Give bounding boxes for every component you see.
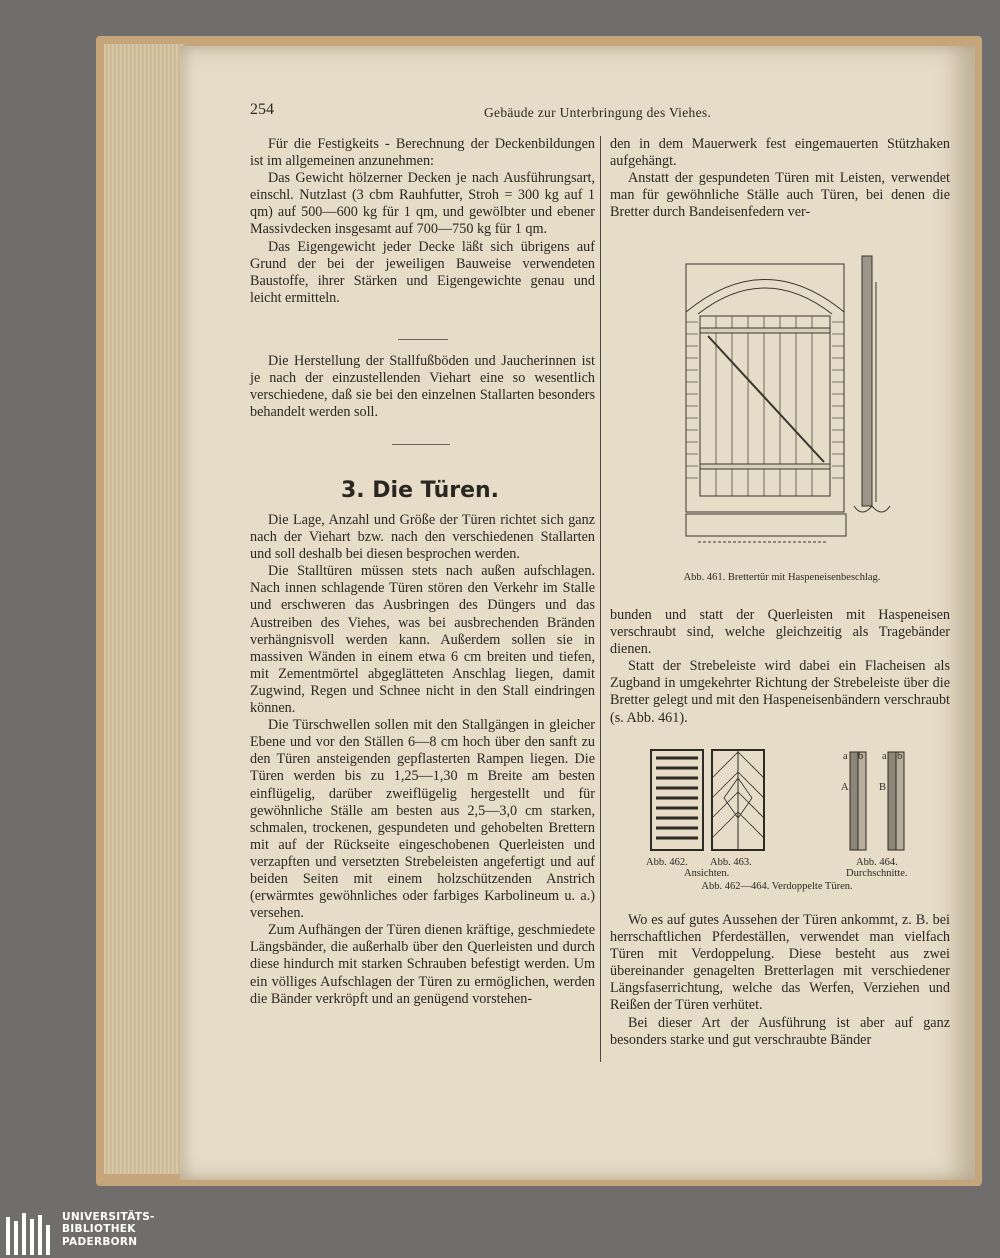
separator-rule [398,339,448,340]
column-divider [600,136,601,1062]
right-paragraph-6: Bei dieser Art der Ausführung ist aber auf ganz besonders starke und gut verschraubte Bänder [610,1014,950,1048]
figure-462-label: Abb. 462. [646,857,688,868]
left-stall-block [250,353,595,421]
label-a-1: a [843,751,848,762]
figure-463-label: Abb. 463. [710,857,752,868]
figure-461-caption: Abb. 461. Brettertür mit Haspeneisenbeschlag. [683,572,881,583]
page-edges [104,44,184,1174]
label-b-1: b [858,751,864,762]
label-A: A [841,782,849,793]
library-name-line-1: UNIVERSITÄTS- [62,1211,155,1223]
section-heading: 3. Die Türen. [340,478,500,503]
figure-464-label: Abb. 464. [856,857,898,868]
right-top-block [610,136,950,221]
right-paragraph-3: bunden und statt der Querleisten mit Haspeneisen verschraubt sind, welche gleichzeitig als Tragebänder dienen. [610,607,950,658]
right-top-paragraph: den in dem Mauerwerk fest eingemauerten Stützhaken aufgehängt. [610,136,950,170]
figure-461-door-drawing [678,252,898,562]
intro-paragraph-1: Für die Festigkeits - Berechnung der Deckenbildungen ist im allgemeinen anzunehmen: [250,136,595,170]
right-paragraph-5: Wo es auf gutes Aussehen der Türen ankommt, z. B. bei herrschaftlichen Pferdeställen, verwendet man vielfach Türen mit Verdoppelung. Diese besteht aus zwei übereinander genagelten Bretterlagen mit verschiedener Längsfaserrichtung, welche das Werfen, Verziehen und Reißen der Türen verhütet. [610,912,950,1014]
library-name-line-2: BIBLIOTHEK [62,1223,136,1236]
separator-rule [392,444,450,445]
left-intro [250,136,595,307]
figure-464-subcaption: Durchschnitte. [846,868,908,879]
body-paragraph-4: Zum Aufhängen der Türen dienen kräftige, geschmiedete Längsbänder, die außerhalb über den Querleisten und durch diese hindurch mit starken Schrauben befestigt werden. Um ein völliges Aufschlagen der Türen zu ermöglichen, werden die Bänder verkröpft und an genügend vorstehen- [250,922,595,1007]
running-head: Gebäude zur Unterbringung des Viehes. [484,105,712,120]
right-paragraph-2: Anstatt der gespundeten Türen mit Leisten, verwendet man für gewöhnliche Ställe auch Türen, bei denen die Bretter durch Bandeisenfedern ver- [610,170,950,221]
figures-462-464-drawing [648,748,918,856]
intro-paragraph-3: Das Eigengewicht jeder Decke läßt sich übrigens auf Grund der bei der jeweiligen Bauweise verwendeten Baustoffe, ihrer Stärken und Eigengewichte genau und leicht ermitteln. [250,238,595,306]
library-logo-icon [4,1211,56,1255]
page-number: 254 [250,101,274,118]
right-middle-block [610,607,950,727]
stall-paragraph: Die Herstellung der Stallfußböden und Jaucherinnen ist je nach der einzustellenden Viehart eine so wesentlich verschiedene, daß sie bei den einzelnen Stallarten besonders behandelt werden soll. [250,353,595,421]
figures-462-464-caption: Abb. 462—464. Verdoppelte Türen. [701,881,853,892]
left-body [250,512,595,1008]
library-name [62,1211,155,1248]
body-paragraph-1: Die Lage, Anzahl und Größe der Türen richtet sich ganz nach der Viehart bzw. nach den verschiedenen Stallarten und soll deshalb bei diesen besprochen werden. [250,512,595,563]
body-paragraph-2: Die Stalltüren müssen stets nach außen aufschlagen. Nach innen schlagende Türen stören den Verkehr im Stalle und erschweren das Ausbringen des Düngers und das Austreiben des Viehes, was bei ausbrechenden Bränden verhängnisvoll werden kann. Außerdem sollen sie in massiven Wänden in einem etwa 6 cm breiten und tiefen, mit Zementmörtel abgeglätteten Anschlag liegen, damit Zugwind, Regen und Schnee nicht in den Stall eindringen können. [250,563,595,717]
figures-462-463-subcaption: Ansichten. [684,868,730,879]
library-name-line-3: PADERBORN [62,1235,138,1248]
label-b-2: b [897,751,903,762]
label-B: B [879,782,887,793]
body-paragraph-3: Die Türschwellen sollen mit den Stallgängen in gleicher Ebene und vor den Ställen 6—8 cm hoch über den sanft zu den Türen ansteigenden gepflasterten Rampen liegen. Die Türen werden bis zu 1,25—1,30 m Breite am besten einflügelig, darüber zweiflügelig hergestellt und für gewöhnliche Ställe am besten aus 2,5—3,0 cm starken, schmalen, trockenen, gespundeten und gehobelten Brettern mit auf der Rückseite eingeschobenen Querleisten und verzapften und versetzten Strebeleisten angefertigt und auf beiden Seiten mit einem holzschützenden Anstrich (erwärmtes gewöhnliches oder farbiges Karbolineum u. a.) versehen. [250,717,595,922]
label-a-2: a [882,751,887,762]
right-bottom-block [610,912,950,1049]
right-paragraph-4: Statt der Strebeleiste wird dabei ein Flacheisen als Zugband in umgekehrter Richtung der Strebeleiste über die Bretter gelegt und mit den Haspeneisenbändern verschraubt (s. Abb. 461). [610,658,950,726]
intro-paragraph-2: Das Gewicht hölzerner Decken je nach Ausführungsart, einschl. Nutzlast (3 cbm Rauhfutter, Stroh = 300 kg auf 1 qm) auf 500—600 kg für 1 qm, und gewölbter und ebener Massivdecken insgesamt auf 700—750 kg für 1 qm. [250,170,595,238]
